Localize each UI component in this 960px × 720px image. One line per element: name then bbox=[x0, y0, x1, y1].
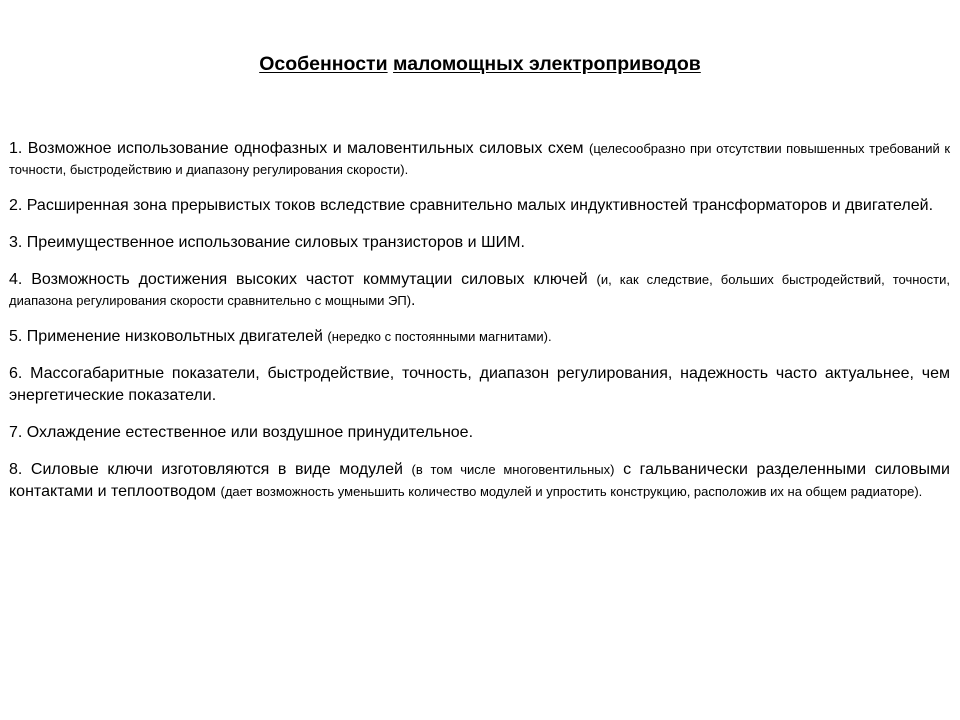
list-item-2 bbox=[9, 195, 950, 217]
list-item-8-text-b: с гальванически разделенными силовыми контактами и теплоотводом bbox=[9, 461, 950, 500]
slide-title-part1: Особенности bbox=[259, 53, 388, 75]
list-item-1-text: 1. Возможное использование однофазных и маловентильных силовых схем bbox=[9, 140, 584, 157]
list-item-6-text: 6. Массогабаритные показатели, быстродействие, точность, диапазон регулирования, надежность часто актуальнее, чем энергетические показатели. bbox=[9, 365, 950, 404]
list-item-4 bbox=[9, 269, 950, 311]
slide-title-part2: маломощных электроприводов bbox=[393, 53, 701, 75]
list-item-3 bbox=[9, 232, 950, 254]
list-item-8-note-a: (в том числе многовентильных) bbox=[411, 462, 615, 477]
list-item-1-note: (целесообразно при отсутствии повышенных требований к точности, быстродействию и диапазону регулирования скорости). bbox=[9, 141, 951, 177]
list-item-1 bbox=[9, 138, 950, 180]
list-item-8-text-a: 8. Силовые ключи изготовляются в виде модулей bbox=[9, 461, 403, 478]
list-item-5-text: 5. Применение низковольтных двигателей bbox=[9, 328, 323, 345]
list-item-4-note: (и, как следствие, больших быстродействий, точности, диапазона регулирования скорости сравнительно с мощными ЭП) bbox=[9, 272, 950, 308]
list-item-8-note-b: (дает возможность уменьшить количество модулей и упростить конструкцию, расположив их на общем радиаторе). bbox=[220, 484, 923, 499]
list-item-3-text: 3. Преимущественное использование силовых транзисторов и ШИМ. bbox=[9, 234, 525, 251]
slide-title bbox=[0, 52, 960, 76]
list-item-5 bbox=[9, 326, 950, 348]
features-list bbox=[9, 138, 950, 518]
list-item-7-text: 7. Охлаждение естественное или воздушное принудительное. bbox=[9, 424, 474, 441]
list-item-4-tail: . bbox=[411, 292, 416, 309]
list-item-5-note: (нередко с постоянными магнитами). bbox=[327, 329, 552, 344]
list-item-7 bbox=[9, 422, 950, 444]
list-item-6 bbox=[9, 363, 950, 407]
list-item-2-text: 2. Расширенная зона прерывистых токов вследствие сравнительно малых индуктивностей трансформаторов и двигателей. bbox=[9, 197, 934, 214]
list-item-8 bbox=[9, 459, 950, 503]
list-item-4-text: 4. Возможность достижения высоких частот коммутации силовых ключей bbox=[9, 271, 588, 288]
